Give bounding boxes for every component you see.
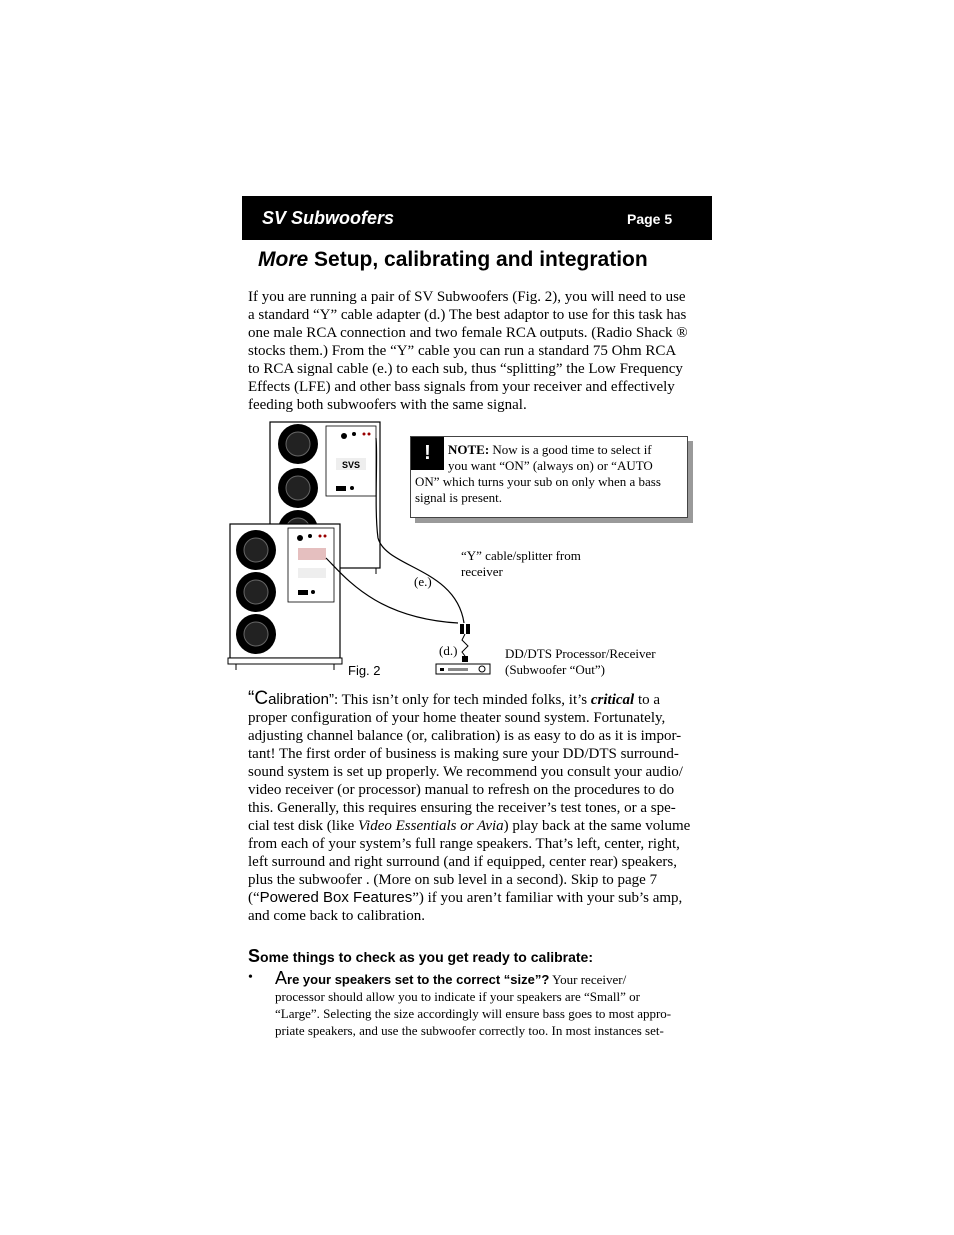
bullet-icon: • xyxy=(248,970,253,985)
cable-e-label: (e.) xyxy=(414,574,432,589)
heading-drop-cap: C xyxy=(254,688,269,709)
sub-logo: SVS xyxy=(341,460,361,470)
intro-line: If you are running a pair of SV Subwoofers (Fig. 2), you will need to use xyxy=(248,289,686,305)
calibration-line: sound system is set up properly. We recommend you consult your audio/ xyxy=(248,764,683,780)
page-header xyxy=(242,196,712,240)
front-subwoofer-illustration xyxy=(228,524,342,670)
calibration-line: and come back to calibration. xyxy=(248,908,426,924)
heading-rest: ome things to check as you get ready to calibrate: xyxy=(260,949,593,965)
calibration-line-text: ) play back at the same volume xyxy=(503,818,691,834)
calibration-line: left surround and right surround (and if equipped, center rear) speakers, xyxy=(248,854,678,870)
note-line-text: Now is a good time to select if xyxy=(489,442,652,457)
calibration-line: video receiver (or processor) manual to refresh on the procedures to do xyxy=(248,782,675,798)
checklist-line: priate speakers, and use the subwoofer correctly too. In most instances set- xyxy=(275,1023,664,1038)
section-title-emphasis: More xyxy=(258,248,309,271)
calibration-line-text: cial test disk (like xyxy=(248,818,358,834)
note-line xyxy=(415,442,685,458)
receiver-label xyxy=(505,646,656,678)
calibration-line: proper configuration of your home theater sound system. Fortunately, xyxy=(248,710,666,726)
checklist-heading xyxy=(248,946,593,967)
header-title: SV Subwoofers xyxy=(262,208,395,228)
checklist-item-heading xyxy=(275,968,550,988)
checklist-item xyxy=(275,970,715,1039)
receiver-label-line: DD/DTS Processor/Receiver xyxy=(505,646,656,661)
calibration-line xyxy=(248,889,718,907)
checklist-line: “Large”. Selecting the size accordingly will ensure bass goes to most appro- xyxy=(275,1006,672,1021)
checklist-line: processor should allow you to indicate if your speakers are “Small” or xyxy=(275,989,640,1004)
calibration-line-text: ”) if you aren’t familiar with your sub’s amp, xyxy=(412,890,683,906)
calibration-line-text: (“ xyxy=(248,890,260,906)
calibration-paragraph xyxy=(248,690,718,925)
calibration-line: plus the subwoofer . (More on sub level in a second). Skip to page 7 xyxy=(248,872,658,888)
calibration-line xyxy=(248,817,718,835)
adapter-d-label: (d.) xyxy=(439,643,458,658)
heading-drop-cap: S xyxy=(248,946,261,966)
calibration-line: this. Generally, this requires ensuring the receiver’s test tones, or a spe- xyxy=(248,800,676,816)
open-quote: “ xyxy=(248,688,255,709)
calibration-line: adjusting channel balance (or, calibration) is as easy to do as it is impor- xyxy=(248,728,682,744)
note-label: NOTE: xyxy=(448,442,490,457)
powered-box-features-ref: Powered Box Features xyxy=(259,889,413,906)
intro-line: feeding both subwoofers with the same signal. xyxy=(248,397,527,413)
calibration-line: tant! The first order of business is making sure your DD/DTS surround- xyxy=(248,746,679,762)
calibration-line-text: : This isn’t only for tech minded folks, it’s xyxy=(333,692,591,708)
critical-emphasis: critical xyxy=(590,692,635,708)
checklist-line xyxy=(275,970,715,988)
item-drop-cap: A xyxy=(275,968,288,988)
test-disk-titles: Video Essentials or Avia xyxy=(357,818,504,834)
calibration-line: from each of your system’s full range speakers. That’s left, center, right, xyxy=(248,836,680,852)
note-line: ON” which turns your sub on only when a bass xyxy=(415,474,661,489)
calibration-heading xyxy=(248,688,334,709)
note-line: signal is present. xyxy=(415,490,503,505)
figure-caption: Fig. 2 xyxy=(348,663,381,678)
receiver-label-line: (Subwoofer “Out”) xyxy=(505,662,605,677)
intro-line: one male RCA connection and two female RCA outputs. (Radio Shack ® xyxy=(248,325,688,341)
intro-paragraph xyxy=(248,288,718,414)
section-title-text: Setup, calibrating and integration xyxy=(308,248,648,271)
y-cable-label xyxy=(461,548,581,580)
section-title xyxy=(258,248,648,272)
y-cable-label-line: “Y” cable/splitter from xyxy=(461,548,581,563)
close-quote: ” xyxy=(328,691,334,708)
intro-line: stocks them.) From the “Y” cable you can run a standard 75 Ohm RCA xyxy=(248,343,677,359)
warning-icon: ! xyxy=(411,437,444,470)
note-text xyxy=(415,442,685,506)
page-number: Page 5 xyxy=(627,211,673,227)
y-cable-label-line: receiver xyxy=(461,564,503,579)
intro-line: Effects (LFE) and other bass signals from your receiver and effectively xyxy=(248,379,675,395)
calibration-line xyxy=(248,690,718,709)
calibration-line-text: to a xyxy=(634,692,661,708)
receiver-illustration xyxy=(436,664,490,674)
item-heading-rest: re your speakers set to the correct “size”? xyxy=(287,972,550,987)
heading-rest: alibration xyxy=(268,691,329,708)
note-line: you want “ON” (always on) or “AUTO xyxy=(448,458,653,473)
checklist-line-text: Your receiver/ xyxy=(549,972,627,987)
intro-line: a standard “Y” cable adapter (d.) The best adaptor to use for this task has xyxy=(248,307,687,323)
intro-line: to RCA signal cable (e.) to each sub, thus “splitting” the Low Frequency xyxy=(248,361,683,377)
note-callout xyxy=(410,436,688,518)
